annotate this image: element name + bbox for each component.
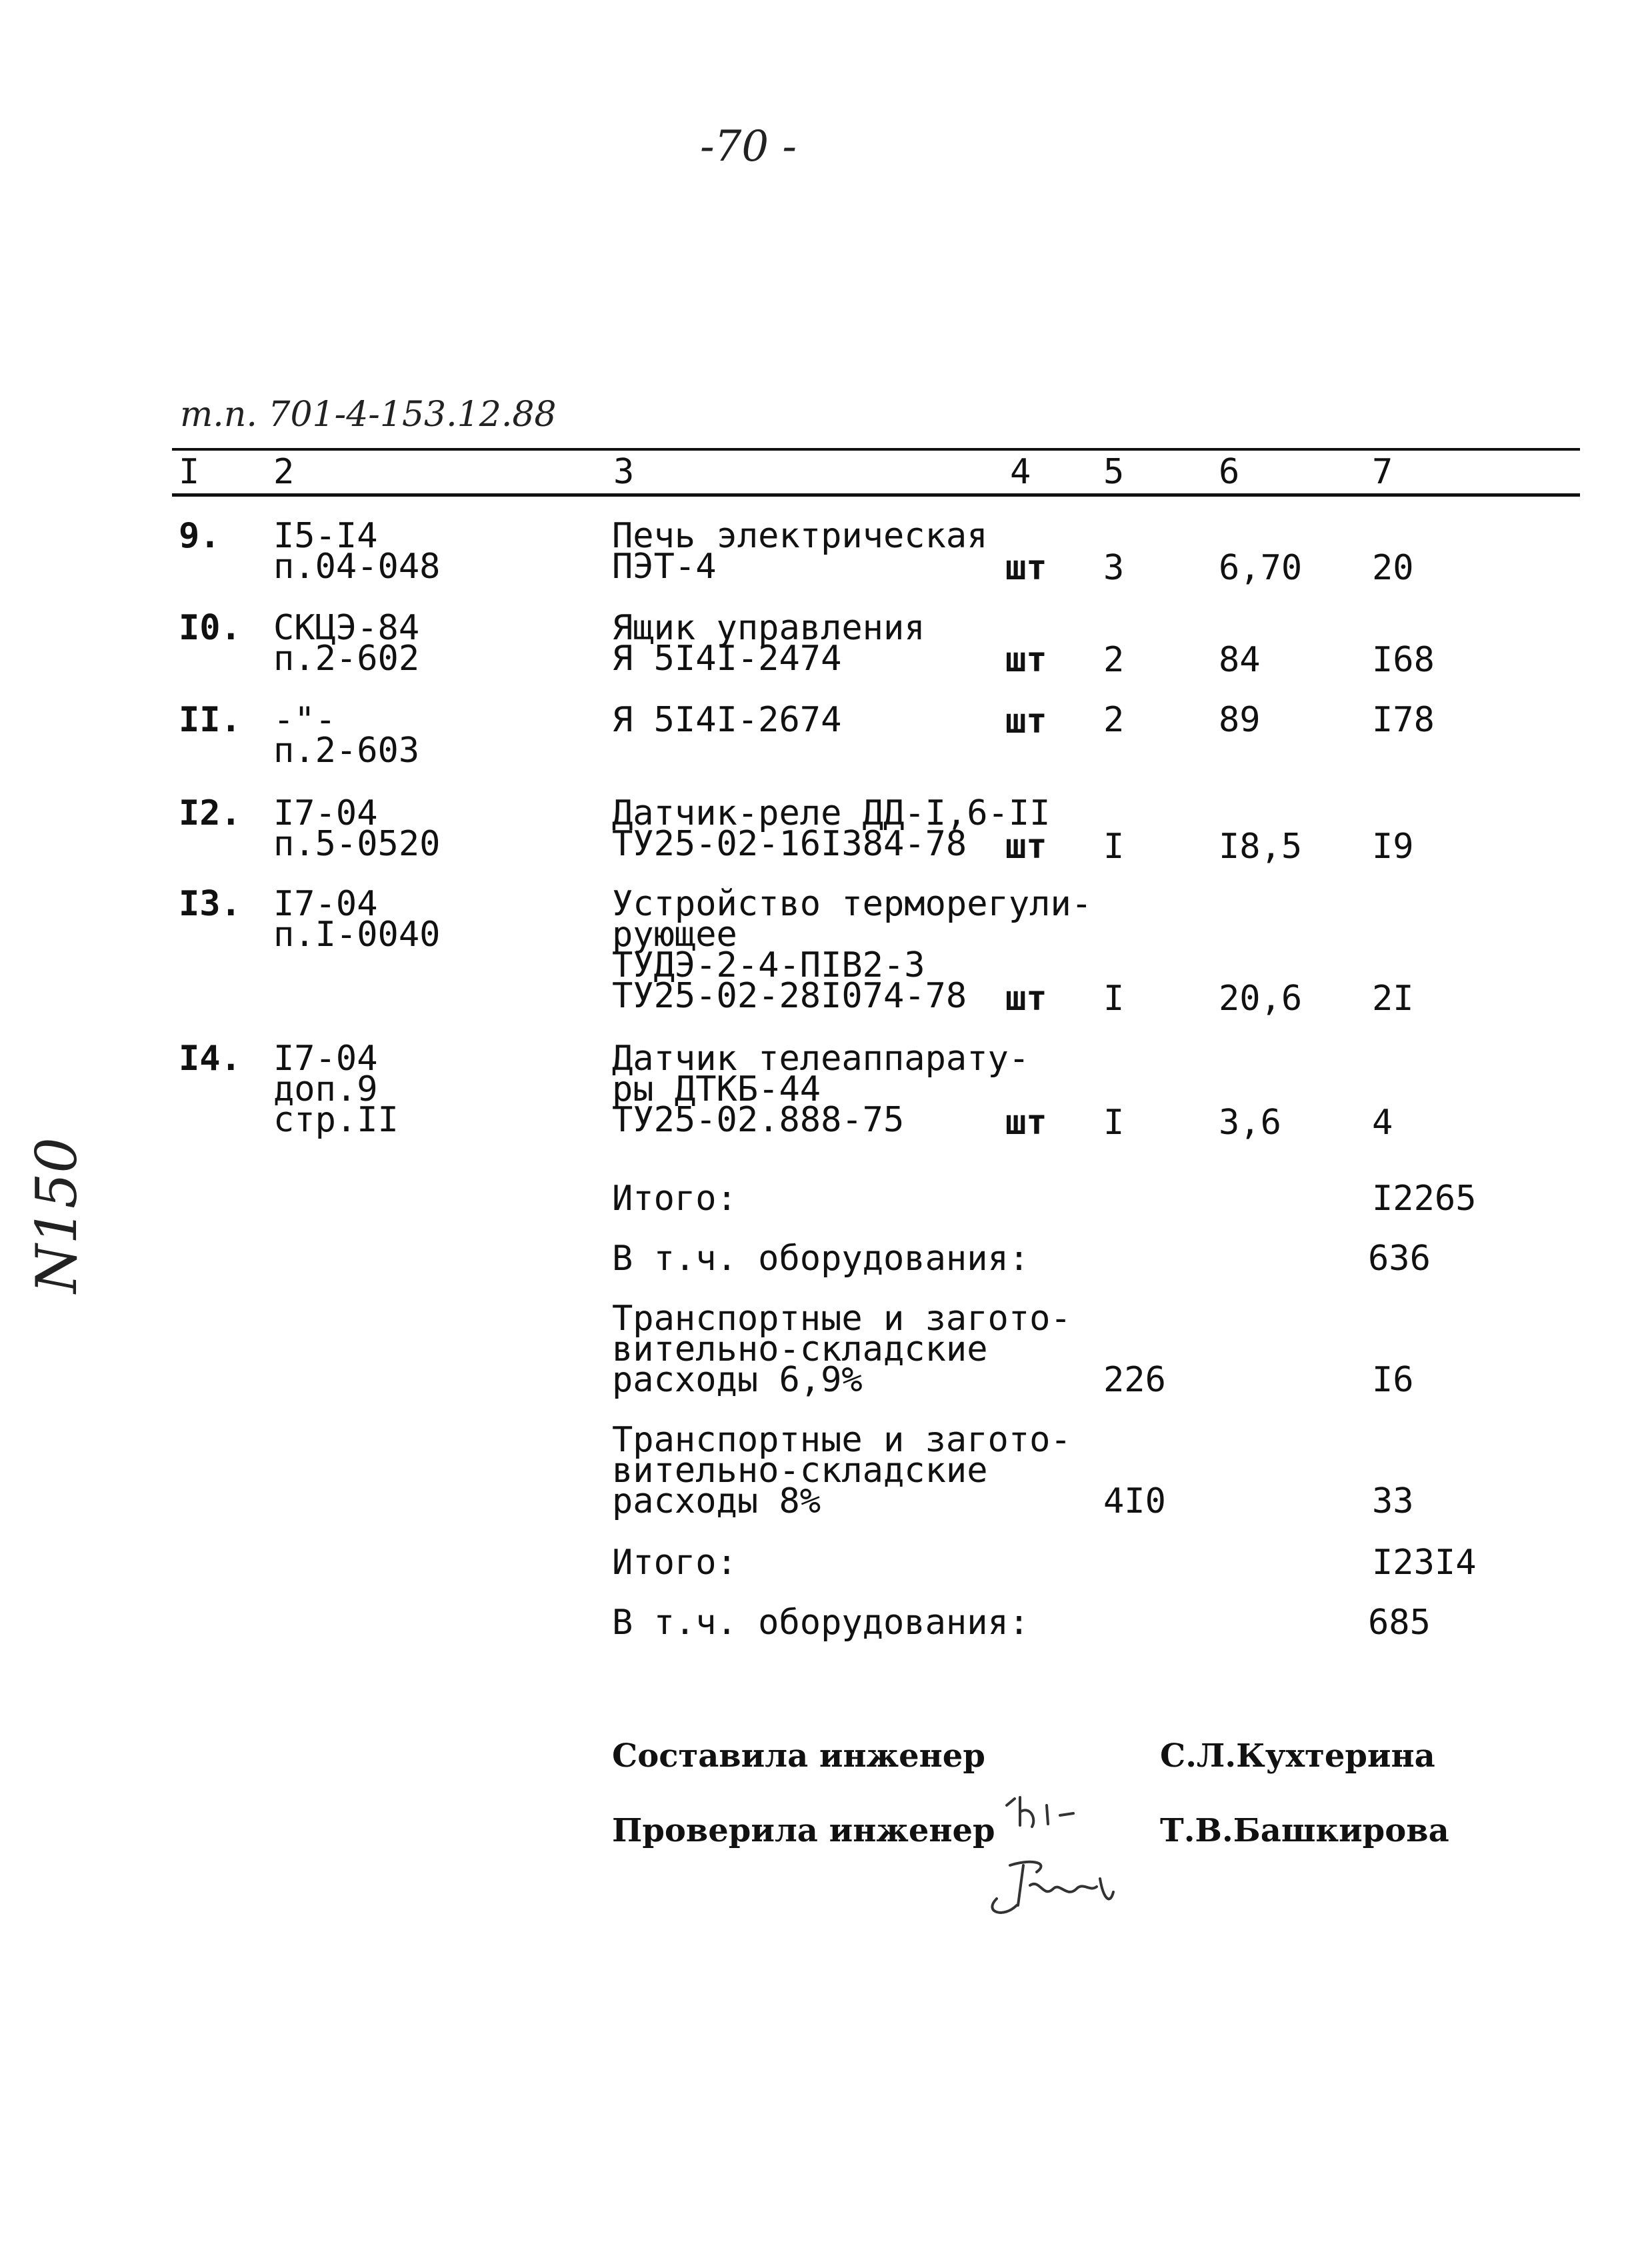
row-code-line: I7-04: [273, 793, 378, 833]
row-code-line: I5-I4: [273, 516, 378, 556]
row-qty: 2: [1103, 640, 1125, 680]
signature-role: Составила инженер: [612, 1737, 985, 1775]
row-name-line: рующее: [612, 915, 737, 955]
row-unit: шт: [1005, 548, 1047, 588]
summary-label: Итого:: [612, 1179, 737, 1219]
row-qty: I: [1103, 1103, 1125, 1143]
row-code-line: доп.9: [273, 1069, 378, 1109]
row-code-line: п.04-048: [273, 547, 441, 587]
side-note: N150: [24, 1137, 89, 1293]
summary-total: I6: [1372, 1360, 1414, 1400]
row-code-line: стр.II: [273, 1100, 399, 1140]
row-name-line: Печь электрическая: [612, 516, 988, 556]
row-number: 9.: [179, 516, 221, 556]
row-code-line: -"-: [273, 700, 336, 740]
row-code-line: СКЦЭ-84: [273, 608, 420, 648]
row-unit: шт: [1005, 701, 1047, 741]
summary-label: Транспортные и загото-: [612, 1420, 1071, 1460]
row-total: I78: [1372, 700, 1435, 740]
summary-total: I2265: [1372, 1179, 1477, 1219]
row-price: 20,6: [1219, 979, 1303, 1019]
document-code: т.п. 701-4-153.12.88: [180, 395, 557, 435]
row-qty: I: [1103, 979, 1125, 1019]
row-number: I2.: [179, 793, 241, 833]
row-name-line: Датчик телеаппарату-: [612, 1039, 1030, 1079]
header-col-3: 3: [613, 452, 635, 492]
summary-total: 33: [1372, 1481, 1414, 1521]
row-price: 89: [1219, 700, 1261, 740]
row-qty: 2: [1103, 700, 1125, 740]
table-header-rule: [172, 493, 1580, 497]
row-name-line: ТУ25-02.888-75: [612, 1100, 905, 1140]
signature-role: Проверила инженер: [612, 1812, 995, 1849]
summary-qty: 4I0: [1103, 1481, 1166, 1521]
row-total: 20: [1372, 548, 1414, 588]
summary-total: 685: [1368, 1603, 1431, 1643]
signature-name: Т.В.Башкирова: [1160, 1812, 1449, 1849]
row-code-line: I7-04: [273, 1039, 378, 1079]
page-number: -70 -: [700, 122, 797, 171]
row-unit: шт: [1005, 1103, 1047, 1143]
row-number: I4.: [179, 1039, 241, 1079]
signature-name: С.Л.Кухтерина: [1160, 1737, 1435, 1775]
summary-label: Итого:: [612, 1543, 737, 1583]
summary-label: Транспортные и загото-: [612, 1299, 1071, 1339]
row-total: 4: [1372, 1103, 1393, 1143]
row-unit: шт: [1005, 640, 1047, 680]
row-code-line: п.2-603: [273, 731, 420, 771]
row-total: I68: [1372, 640, 1435, 680]
header-col-4: 4: [1010, 452, 1031, 492]
row-number: II.: [179, 700, 241, 740]
row-code-line: п.5-0520: [273, 824, 441, 864]
row-name-line: Я 5I4I-2474: [612, 639, 842, 679]
row-total: 2I: [1372, 979, 1414, 1019]
row-code-line: п.2-602: [273, 639, 420, 679]
summary-label: В т.ч. оборудования:: [612, 1239, 1030, 1279]
row-name-line: Ящик управления: [612, 608, 925, 648]
row-name-line: ры ДТКБ-44: [612, 1069, 821, 1109]
row-unit: шт: [1005, 979, 1047, 1019]
header-col-6: 6: [1219, 452, 1240, 492]
row-name-line: ТУ25-02-28I074-78: [612, 976, 967, 1016]
table-top-rule: [172, 448, 1580, 451]
row-name-line: ТУДЭ-2-4-ПIВ2-3: [612, 945, 925, 985]
row-number: I0.: [179, 608, 241, 648]
header-col-7: 7: [1372, 452, 1393, 492]
row-name-line: ТУ25-02-16I384-78: [612, 824, 967, 864]
row-price: 3,6: [1219, 1103, 1281, 1143]
row-number: I3.: [179, 884, 241, 924]
row-name-line: ПЭТ-4: [612, 547, 717, 587]
summary-label: вительно-складские: [612, 1329, 988, 1369]
row-price: 6,70: [1219, 548, 1303, 588]
row-unit: шт: [1005, 827, 1047, 867]
header-col-1: I: [179, 452, 200, 492]
summary-label: расходы 6,9%: [612, 1360, 863, 1400]
row-total: I9: [1372, 827, 1414, 867]
summary-total: 636: [1368, 1239, 1431, 1279]
row-qty: I: [1103, 827, 1125, 867]
handwritten-signature-2: [977, 1793, 1130, 1984]
row-name-line: Я 5I4I-2674: [612, 700, 842, 740]
row-price: I8,5: [1219, 827, 1303, 867]
row-name-line: Датчик-реле ДД-I,6-II: [612, 793, 1051, 833]
row-qty: 3: [1103, 548, 1125, 588]
summary-total: I23I4: [1372, 1543, 1477, 1583]
summary-label: В т.ч. оборудования:: [612, 1603, 1030, 1643]
summary-qty: 226: [1103, 1360, 1166, 1400]
summary-label: вительно-складские: [612, 1451, 988, 1491]
header-col-2: 2: [273, 452, 295, 492]
row-price: 84: [1219, 640, 1261, 680]
row-code-line: I7-04: [273, 884, 378, 924]
row-name-line: Устройство терморегули-: [612, 884, 1093, 924]
summary-label: расходы 8%: [612, 1481, 821, 1521]
header-col-5: 5: [1103, 452, 1125, 492]
row-code-line: п.I-0040: [273, 915, 441, 955]
